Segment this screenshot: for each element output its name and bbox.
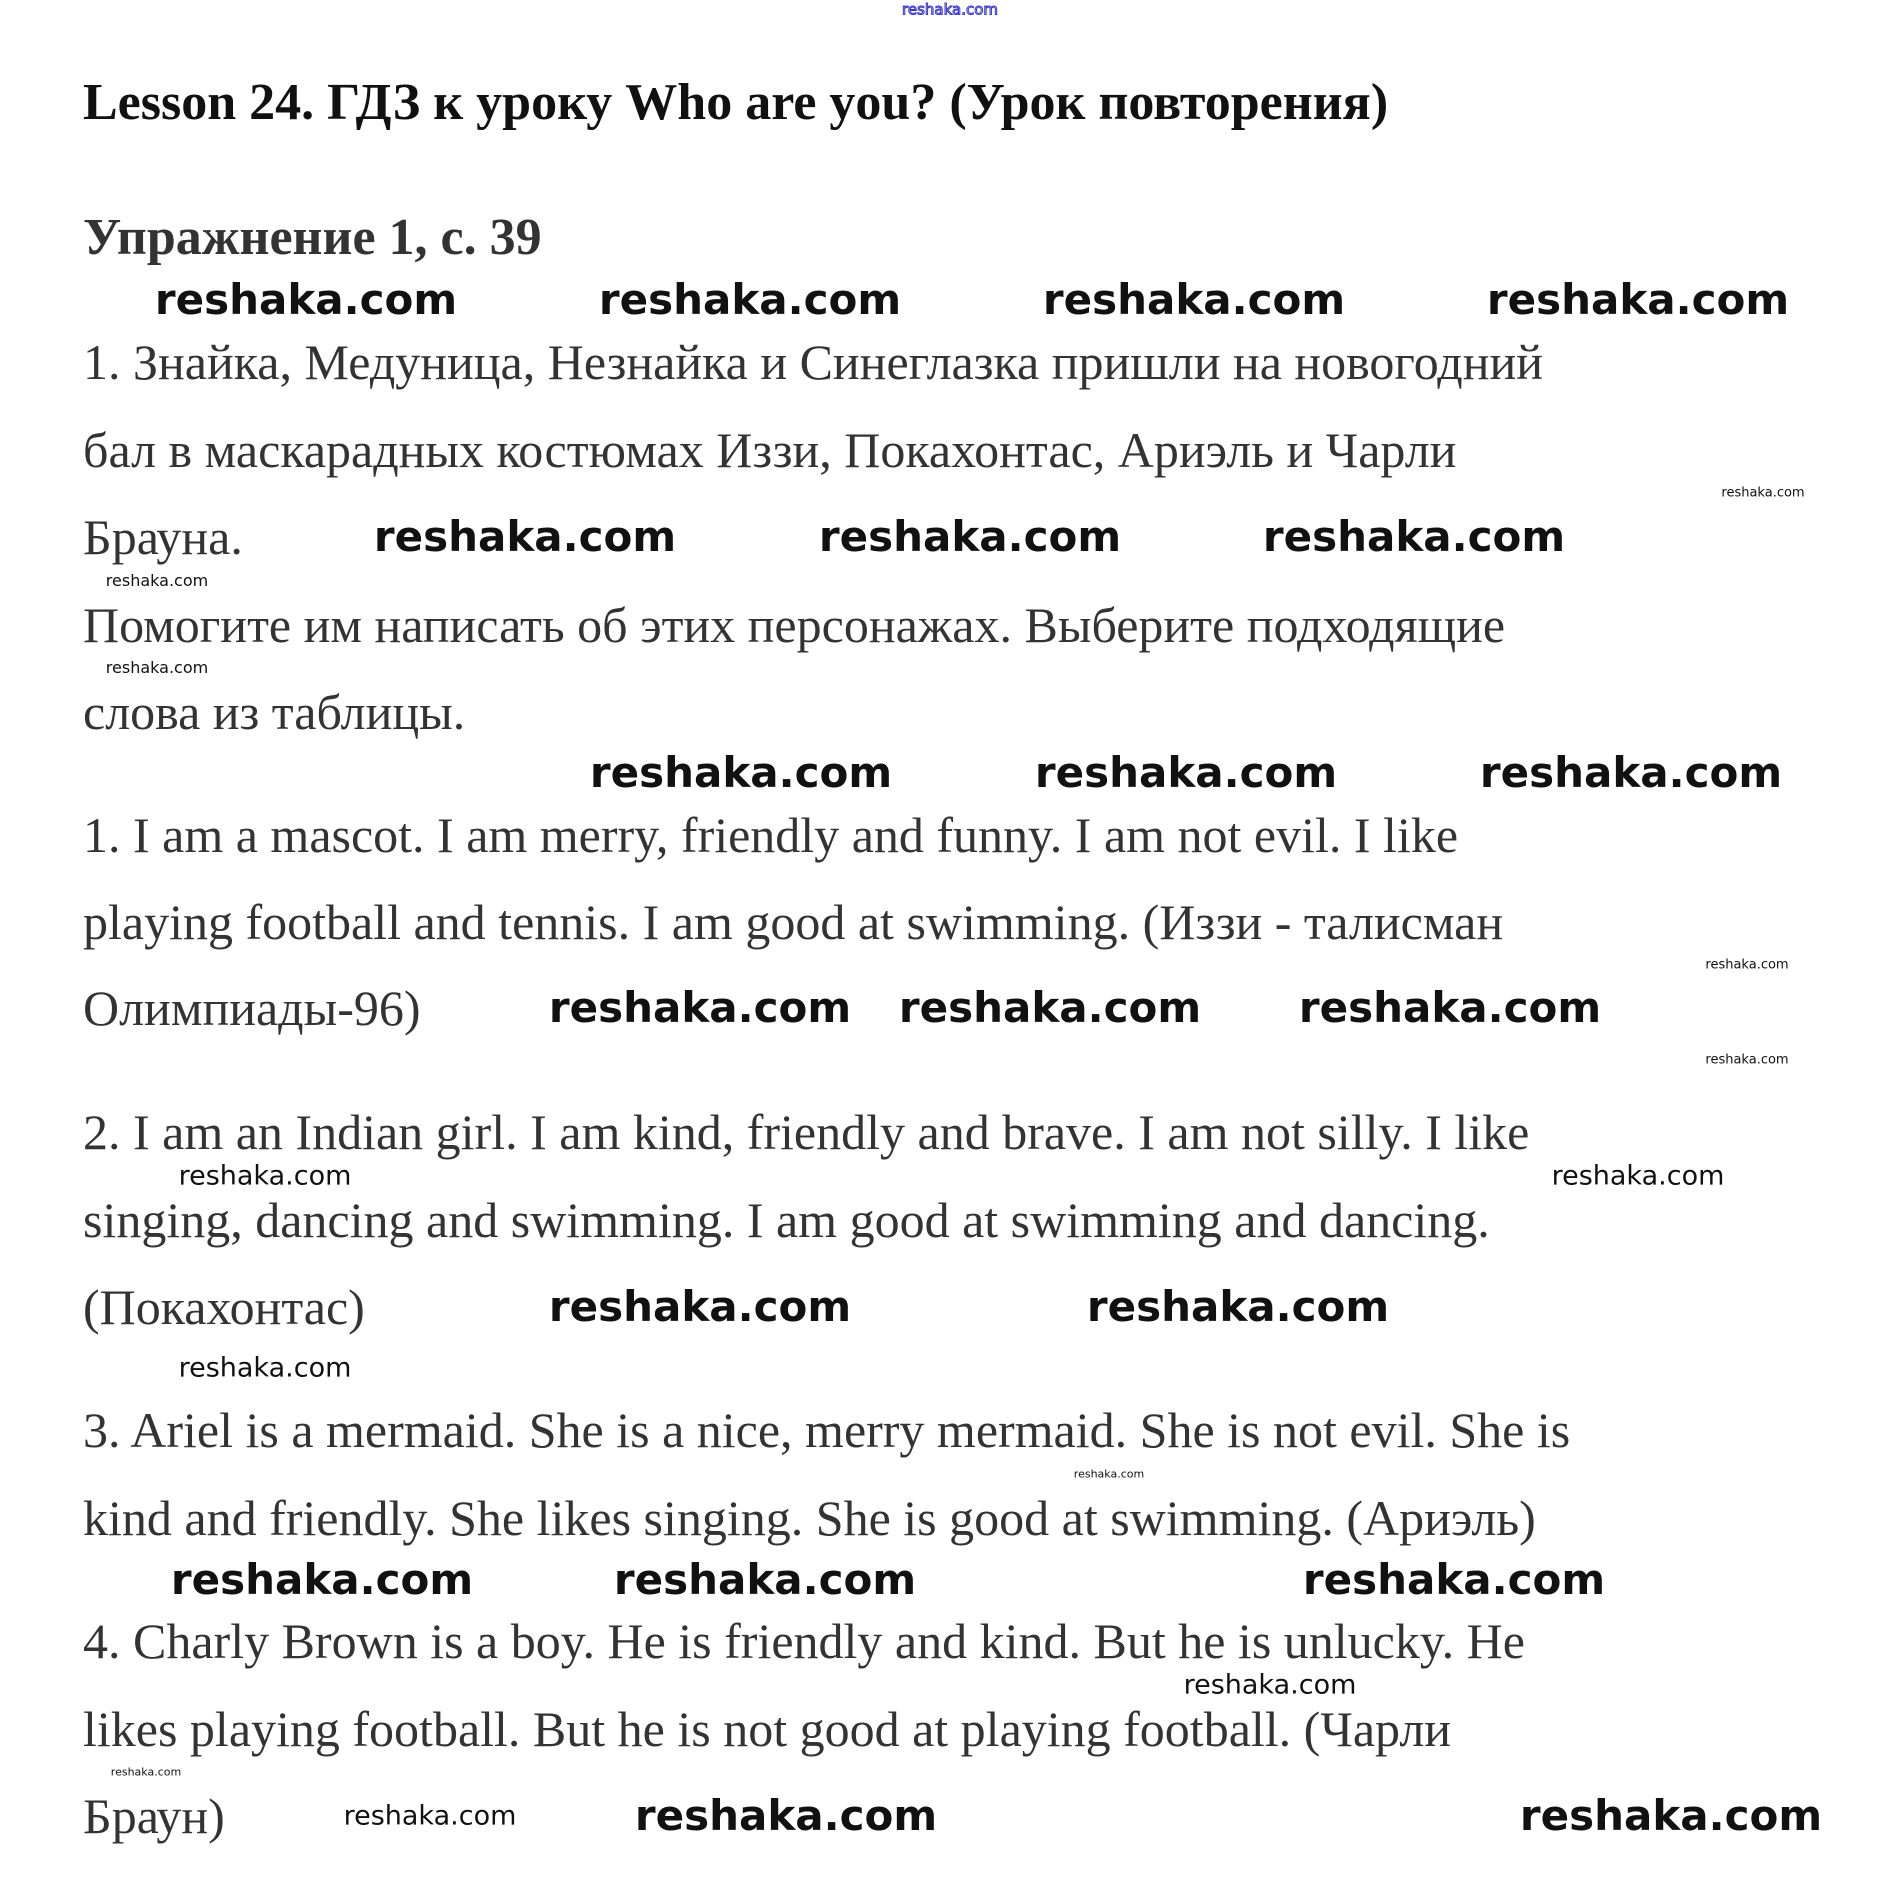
answer-4-line: 4. Charly Brown is a boy. He is friendly and kind. But he is unlucky. He — [83, 1613, 1525, 1669]
watermark: reshaka.com — [1073, 1467, 1145, 1481]
watermark: reshaka.com — [1034, 748, 1338, 797]
watermark: reshaka.com — [548, 1282, 852, 1331]
watermark: reshaka.com — [613, 1555, 917, 1604]
watermark: reshaka.com — [1302, 1555, 1606, 1604]
answer-1-line: 1. I am a mascot. I am merry, friendly and funny. I am not evil. I like — [83, 807, 1459, 863]
answer-2-line: 2. I am an Indian girl. I am kind, friendly and brave. I am not silly. I like — [83, 1104, 1530, 1160]
watermark: reshaka.com — [373, 512, 677, 561]
exercise-heading: Упражнение 1, с. 39 — [83, 209, 542, 266]
watermark: reshaka.com — [1298, 983, 1602, 1032]
watermark: reshaka.com — [1519, 1791, 1823, 1840]
answer-4-line: Браун) — [83, 1788, 225, 1844]
task-line: Брауна. — [83, 509, 243, 565]
watermark: reshaka.com — [1705, 1052, 1789, 1068]
watermark: reshaka.com — [105, 571, 209, 590]
task-line: Помогите им написать об этих персонажах. Выберите подходящие — [83, 597, 1506, 653]
watermark: reshaka.com — [589, 748, 893, 797]
watermark: reshaka.com — [1086, 1282, 1390, 1331]
answer-1-line: Олимпиады-96) — [83, 980, 421, 1036]
answer-1-line: playing football and tennis. I am good at swimming. (Иззи - талисман — [83, 894, 1504, 950]
task-line: слова из таблицы. — [83, 684, 466, 740]
watermark: reshaka.com — [1262, 512, 1566, 561]
watermark: reshaka.com — [1705, 957, 1789, 973]
watermark: reshaka.com — [1551, 1160, 1725, 1192]
watermark: reshaka.com — [1486, 275, 1790, 324]
task-line: 1. Знайка, Медуница, Незнайка и Синеглазка пришли на новогодний — [83, 334, 1543, 390]
answer-2-line: (Покахонтас) — [83, 1279, 365, 1335]
watermark: reshaka.com — [818, 512, 1122, 561]
watermark: reshaka.com — [178, 1352, 352, 1384]
watermark: reshaka.com — [548, 983, 852, 1032]
task-line: бал в маскарадных костюмах Иззи, Покахонтас, Ариэль и Чарли — [83, 422, 1457, 478]
watermark: reshaka.com — [1721, 485, 1805, 501]
watermark: reshaka.com — [170, 1555, 474, 1604]
watermark: reshaka.com — [343, 1800, 517, 1832]
answer-4-line: likes playing football. But he is not good at playing football. (Чарли — [83, 1701, 1452, 1757]
watermark: reshaka.com — [110, 1765, 182, 1779]
top-watermark: reshaka.com — [902, 0, 998, 19]
watermark: reshaka.com — [598, 275, 902, 324]
answer-3-line: 3. Ariel is a mermaid. She is a nice, merry mermaid. She is not evil. She is — [83, 1402, 1571, 1458]
watermark: reshaka.com — [898, 983, 1202, 1032]
answer-2-line: singing, dancing and swimming. I am good at swimming and dancing. — [83, 1192, 1490, 1248]
watermark: reshaka.com — [1042, 275, 1346, 324]
watermark: reshaka.com — [1479, 748, 1783, 797]
watermark: reshaka.com — [634, 1791, 938, 1840]
watermark: reshaka.com — [154, 275, 458, 324]
answer-3-line: kind and friendly. She likes singing. She is good at swimming. (Ариэль) — [83, 1490, 1536, 1546]
page-title: Lesson 24. ГДЗ к уроку Who are you? (Урок повторения) — [83, 74, 1389, 131]
watermark: reshaka.com — [1183, 1669, 1357, 1701]
watermark: reshaka.com — [105, 658, 209, 677]
watermark: reshaka.com — [178, 1160, 352, 1192]
